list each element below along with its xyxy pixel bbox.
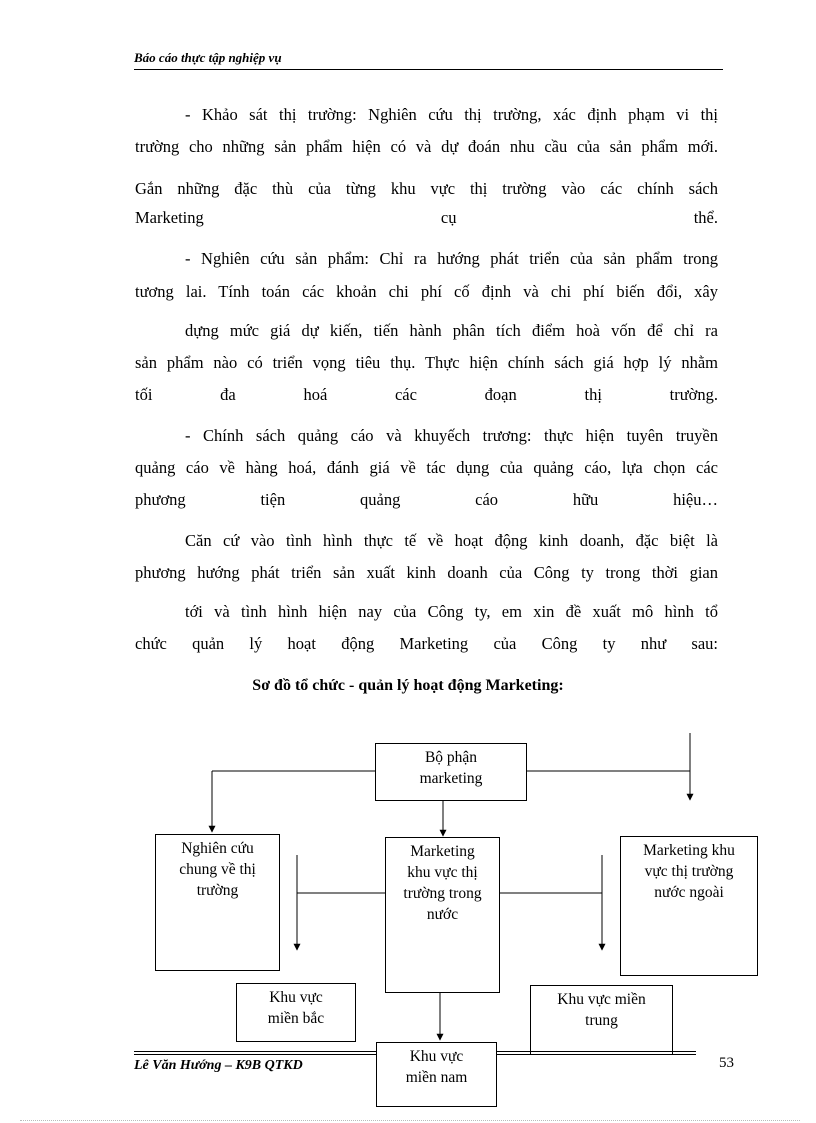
body-line: sản phẩm nào có triển vọng tiêu thụ. Thực hiện chính sách giá hợp lý nhằm — [135, 353, 718, 372]
body-line: - Chính sách quảng cáo và khuyếch trương: thực hiện tuyên truyền — [185, 426, 718, 445]
body-line: - Khảo sát thị trường: Nghiên cứu thị trường, xác định phạm vi thị — [185, 105, 718, 124]
box-text: Bộ phận — [424, 749, 478, 766]
body-line: Marketing cụ thể. — [135, 208, 718, 227]
body-line: phương tiện quảng cáo hữu hiệu… — [135, 490, 718, 509]
box-domestic-marketing — [385, 837, 500, 993]
box-text: marketing — [419, 770, 483, 787]
body-line: Gắn những đặc thù của từng khu vực thị trường vào các chính sách — [135, 179, 718, 198]
diagram-title: Sơ đồ tổ chức - quản lý hoạt động Marketing: — [252, 677, 564, 694]
box-text: Nghiên cứu — [181, 840, 254, 857]
box-text: miền bắc — [267, 1010, 325, 1027]
body-line: - Nghiên cứu sản phẩm: Chỉ ra hướng phát triển của sản phẩm trong — [185, 249, 718, 268]
box-text: chung về thị — [179, 861, 256, 878]
page-number: 53 — [719, 1055, 734, 1071]
box-south-region — [376, 1042, 497, 1107]
box-text: Marketing — [410, 843, 475, 860]
box-text: miền nam — [405, 1069, 468, 1086]
box-market-research — [155, 834, 280, 971]
box-text: nước ngoài — [654, 884, 724, 901]
box-marketing-department — [375, 743, 527, 801]
box-text: vực thị trường — [644, 863, 734, 880]
box-text: nước — [426, 906, 459, 923]
box-foreign-marketing — [620, 836, 758, 976]
body-line: chức quản lý hoạt động Marketing của Công ty như sau: — [135, 634, 718, 653]
box-text: Marketing khu — [643, 842, 735, 859]
body-line: tới và tình hình hiện nay của Công ty, em xin đề xuất mô hình tổ — [185, 602, 718, 621]
body-line: dựng mức giá dự kiến, tiến hành phân tích điểm hoà vốn để chỉ ra — [185, 321, 718, 340]
box-text: khu vực thị — [407, 864, 478, 881]
page-edge — [20, 1120, 800, 1121]
box-central-region — [530, 985, 673, 1055]
box-text: Khu vực — [269, 989, 323, 1006]
running-header: Báo cáo thực tập nghiệp vụ — [134, 50, 282, 65]
header-rule — [134, 69, 723, 70]
box-north-region — [236, 983, 356, 1042]
box-text: Khu vực miền — [557, 991, 646, 1008]
body-line: tương lai. Tính toán các khoản chi phí cố định và chi phí biến đổi, xây — [135, 282, 718, 301]
box-text: trung — [585, 1012, 618, 1029]
body-line: quảng cáo về hàng hoá, đánh giá về tác dụng của quảng cáo, lựa chọn các — [135, 458, 718, 477]
body-line: phương hướng phát triển sản xuất kinh doanh của Công ty trong thời gian — [135, 563, 718, 582]
body-line: trường cho những sản phẩm hiện có và dự đoán nhu cầu của sản phẩm mới. — [135, 137, 718, 156]
box-text: trường — [196, 882, 239, 899]
body-line: Căn cứ vào tình hình thực tế về hoạt động kinh doanh, đặc biệt là — [185, 531, 718, 550]
footer-author: Lê Văn Hướng – K9B QTKD — [134, 1058, 303, 1073]
body-line: tối đa hoá các đoạn thị trường. — [135, 385, 718, 404]
box-text: trường trong — [403, 885, 482, 902]
box-text: Khu vực — [409, 1048, 464, 1065]
